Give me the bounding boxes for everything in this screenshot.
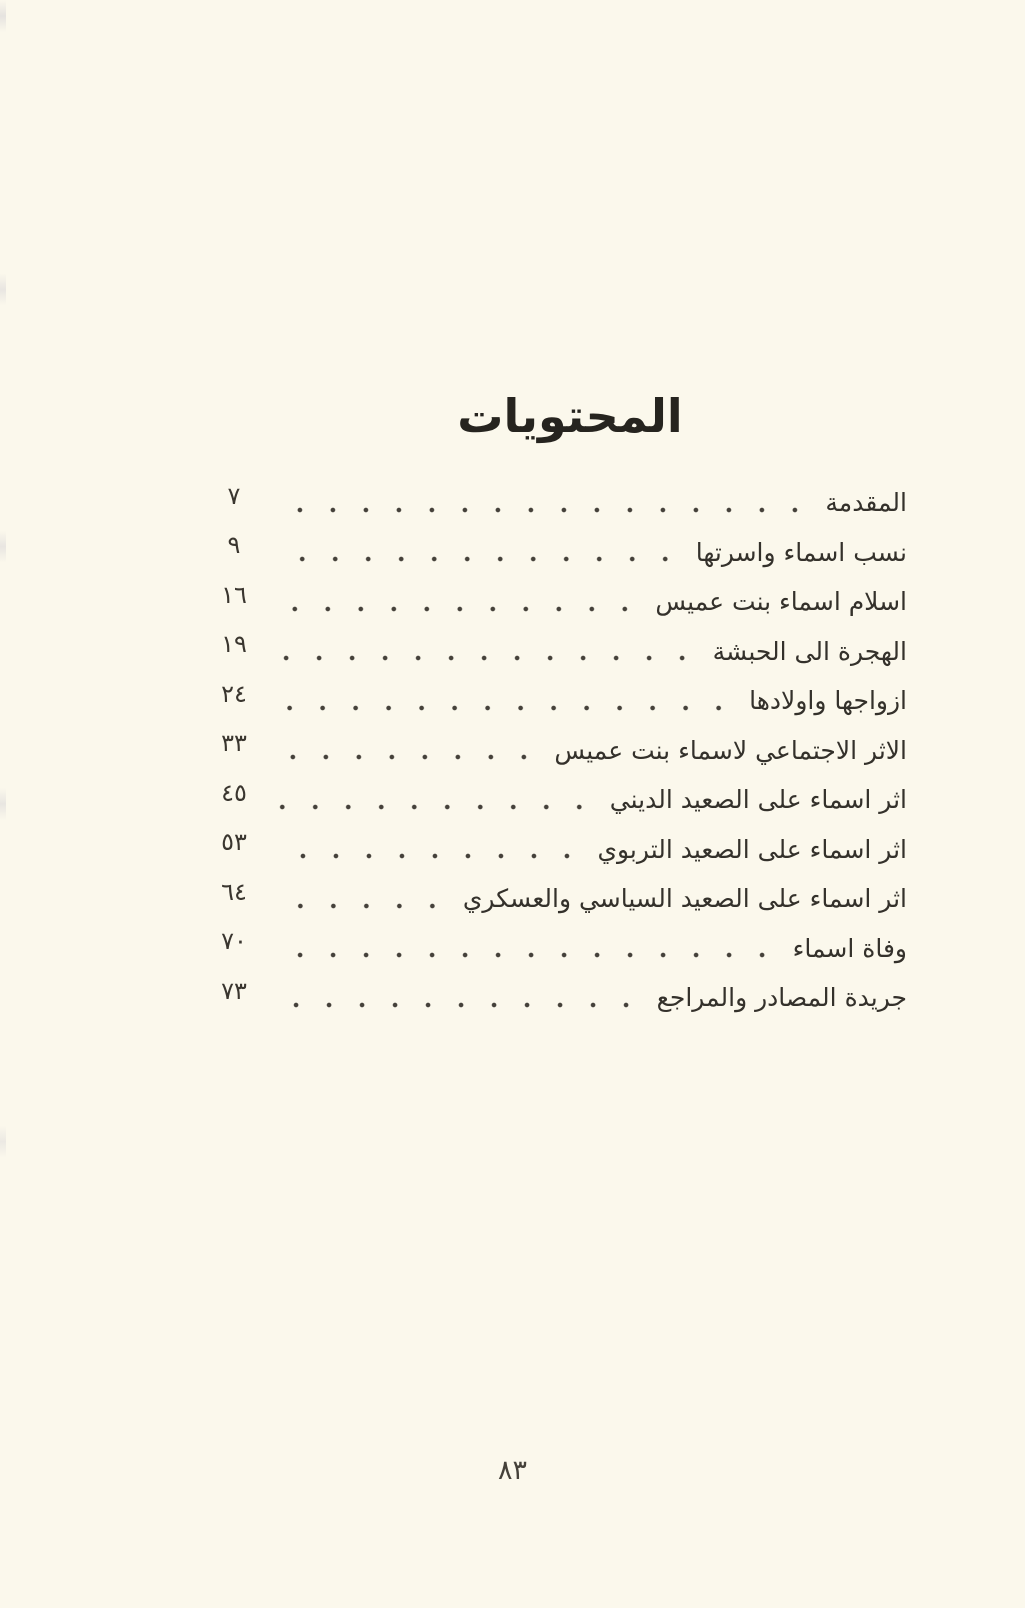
leader-dots — [277, 749, 540, 765]
scan-edge-artifact — [0, 0, 6, 1608]
leader-dots — [277, 799, 596, 815]
toc-entry-page-number: ٣٣ — [221, 729, 247, 758]
toc-entry-label: اثر اسماء على الصعيد السياسي والعسكري — [462, 884, 907, 914]
toc-entry-label: نسب اسماء واسرتها — [695, 537, 907, 567]
leader-dots — [277, 601, 641, 617]
leader-dots — [277, 502, 811, 518]
toc-entry — [205, 528, 907, 578]
toc-entry — [205, 973, 907, 1023]
toc-entry — [205, 676, 907, 726]
toc-entry — [205, 627, 907, 677]
toc-entry-page-number: ٧٣ — [221, 976, 247, 1005]
leader-dots — [277, 700, 735, 716]
toc-entry — [205, 825, 907, 875]
toc-entry-page-number: ٧٠ — [221, 927, 247, 956]
toc-entry-page-number: ١٦ — [221, 580, 247, 609]
leader-dots — [277, 650, 699, 666]
toc-entry-page-number: ٤٥ — [221, 778, 247, 807]
toc-entry — [205, 775, 907, 825]
toc-entry — [205, 924, 907, 974]
leader-dots — [277, 997, 643, 1013]
toc-entry-label: الاثر الاجتماعي لاسماء بنت عميس — [554, 735, 907, 765]
leader-dots — [277, 848, 583, 864]
leader-dots — [277, 898, 449, 914]
leader-dots — [277, 551, 682, 567]
toc-entry-page-number: ٥٣ — [221, 828, 247, 857]
toc-entry-label: ازواجها واولادها — [749, 686, 907, 716]
toc-entry-page-number: ٦٤ — [221, 877, 247, 906]
folio-page-number: ٨٣ — [497, 1455, 527, 1486]
toc-entry — [205, 478, 907, 528]
page-title: المحتويات — [457, 388, 683, 443]
toc-entry-label: المقدمة — [825, 488, 907, 518]
leader-dots — [277, 947, 779, 963]
toc-entry-page-number: ٢٤ — [221, 679, 247, 708]
toc-entry-page-number: ٧ — [227, 481, 241, 510]
toc-entry-label: اثر اسماء على الصعيد التربوي — [597, 834, 907, 864]
toc-entry — [205, 577, 907, 627]
toc-entry-label: الهجرة الى الحبشة — [712, 636, 907, 666]
toc-entry — [205, 726, 907, 776]
toc-entry-page-number: ١٩ — [221, 630, 247, 659]
toc-entry — [205, 874, 907, 924]
toc-entry-label: اسلام اسماء بنت عميس — [655, 587, 907, 617]
toc-entry-label: اثر اسماء على الصعيد الديني — [609, 785, 907, 815]
toc-entry-page-number: ٩ — [227, 531, 241, 560]
table-of-contents — [205, 478, 907, 1023]
toc-entry-label: وفاة اسماء — [792, 933, 907, 963]
toc-entry-label: جريدة المصادر والمراجع — [656, 983, 907, 1013]
